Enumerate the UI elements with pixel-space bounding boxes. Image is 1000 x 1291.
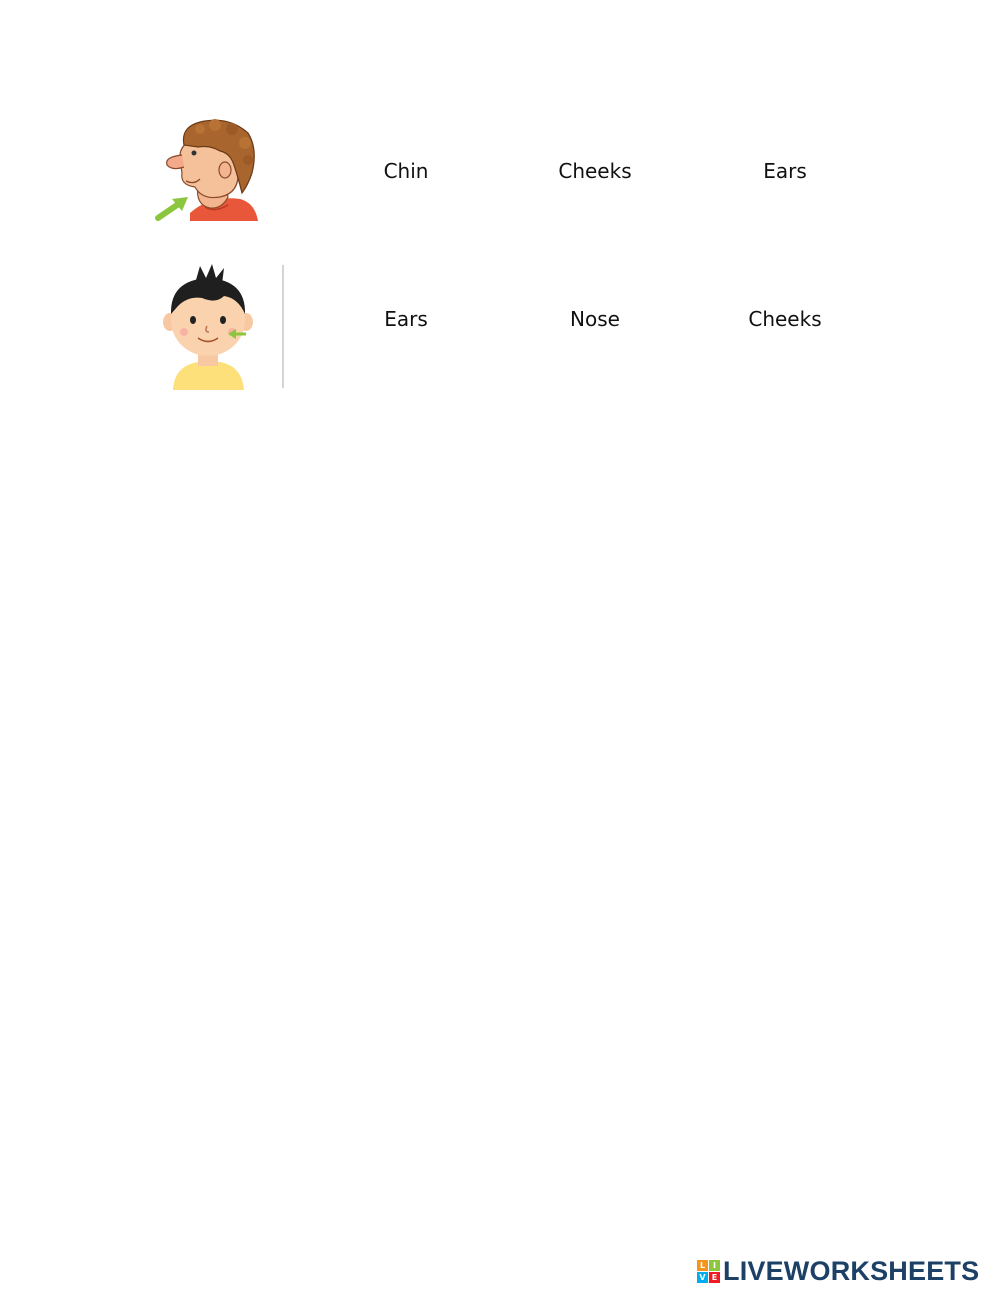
question-row-2	[0, 262, 1000, 392]
logo-block-e: E	[709, 1272, 720, 1283]
logo-block-v: V	[697, 1272, 708, 1283]
option-chin[interactable]: Chin	[383, 159, 429, 183]
option-cheeks[interactable]: Cheeks	[558, 159, 632, 183]
logo-blocks-icon	[697, 1260, 720, 1283]
option-ears[interactable]: Ears	[763, 159, 807, 183]
brand-name: LIVEWORKSHEETS	[723, 1255, 980, 1286]
logo-block-l: L	[697, 1260, 708, 1271]
boy-front-illustration	[158, 262, 258, 390]
option-ears[interactable]: Ears	[384, 307, 428, 331]
logo-block-i: I	[709, 1260, 720, 1271]
option-nose[interactable]: Nose	[570, 307, 620, 331]
question-row-1	[0, 115, 1000, 230]
vertical-divider	[282, 265, 284, 388]
liveworksheets-logo	[697, 1254, 979, 1288]
curly-hair-boy-side-illustration	[150, 115, 265, 225]
option-cheeks[interactable]: Cheeks	[748, 307, 822, 331]
